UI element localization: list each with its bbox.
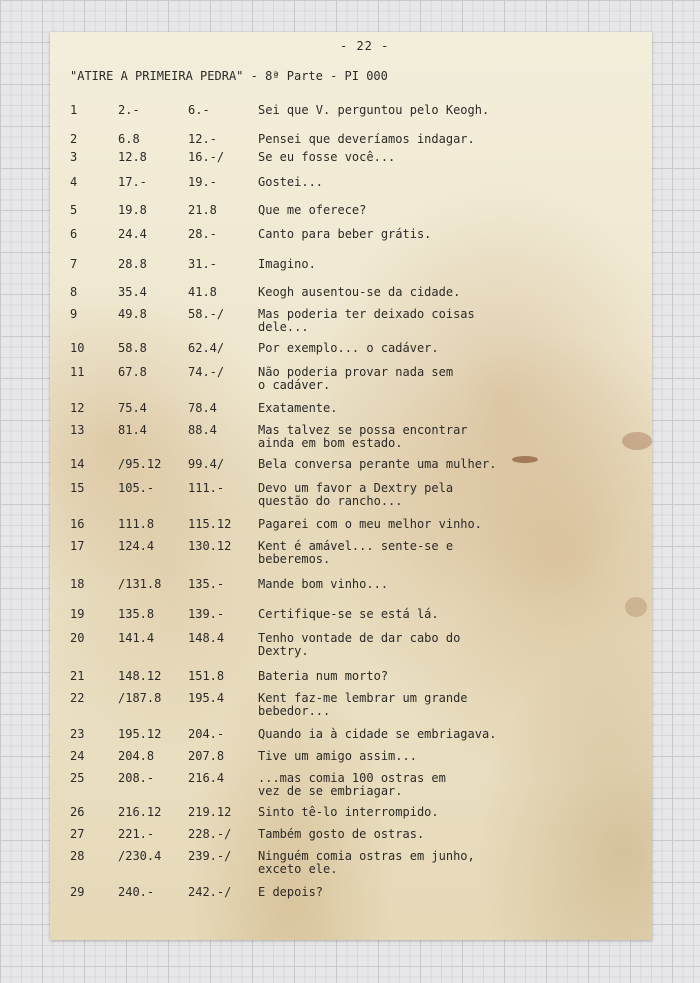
row-number: 5 [70,203,78,217]
time-out: 99.4/ [188,457,225,471]
time-in: 58.8 [118,341,147,355]
subtitle-text: Kent faz-me lembrar um grande bebedor... [258,691,468,718]
subtitle-text: Mas poderia ter deixado coisas dele... [258,307,475,334]
time-out: 78.4 [188,401,217,415]
row-number: 15 [70,481,85,495]
subtitle-text: Mas talvez se possa encontrar ainda em bom estado. [258,423,468,450]
time-out: 74.-/ [188,365,225,379]
time-in: 221.- [118,827,155,841]
subtitle-text: Também gosto de ostras. [258,827,425,841]
row-number: 3 [70,150,78,164]
row-number: 2 [70,132,78,146]
time-out: 58.-/ [188,307,225,321]
time-out: 216.4 [188,771,225,785]
row-number: 6 [70,227,78,241]
subtitle-text: Se eu fosse você... [258,150,396,164]
time-out: 19.- [188,175,217,189]
subtitle-text: Por exemplo... o cadáver. [258,341,439,355]
time-in: 35.4 [118,285,147,299]
row-number: 25 [70,771,85,785]
row-number: 14 [70,457,85,471]
row-number: 20 [70,631,85,645]
subtitle-text: Pagarei com o meu melhor vinho. [258,517,482,531]
row-number: 8 [70,285,78,299]
time-out: 28.- [188,227,217,241]
time-out: 148.4 [188,631,225,645]
document-page [50,32,652,940]
time-out: 219.12 [188,805,232,819]
row-number: 21 [70,669,85,683]
time-in: 195.12 [118,727,162,741]
subtitle-text: Keogh ausentou-se da cidade. [258,285,461,299]
row-number: 23 [70,727,85,741]
time-in: 81.4 [118,423,147,437]
row-number: 9 [70,307,78,321]
row-number: 13 [70,423,85,437]
time-in: 24.4 [118,227,147,241]
subtitle-text: Quando ia à cidade se embriagava. [258,727,497,741]
row-number: 28 [70,849,85,863]
time-in: 75.4 [118,401,147,415]
subtitle-text: Bela conversa perante uma mulher. [258,457,497,471]
time-out: 88.4 [188,423,217,437]
row-number: 19 [70,607,85,621]
time-out: 62.4/ [188,341,225,355]
row-number: 1 [70,103,78,117]
row-number: 16 [70,517,85,531]
time-out: 242.-/ [188,885,232,899]
time-in: 67.8 [118,365,147,379]
row-number: 24 [70,749,85,763]
row-number: 12 [70,401,85,415]
row-number: 11 [70,365,85,379]
time-in: /131.8 [118,577,162,591]
row-number: 26 [70,805,85,819]
subtitle-text: Certifique-se se está lá. [258,607,439,621]
time-out: 130.12 [188,539,232,553]
subtitle-text: Bateria num morto? [258,669,389,683]
time-in: 111.8 [118,517,155,531]
row-number: 10 [70,341,85,355]
time-in: 141.4 [118,631,155,645]
subtitle-text: ...mas comia 100 ostras em vez de se embriagar. [258,771,446,798]
document-title: "ATIRE A PRIMEIRA PEDRA" - 8ª Parte - PI 000 [70,69,388,83]
subtitle-text: Imagino. [258,257,316,271]
subtitle-text: Gostei... [258,175,324,189]
row-number: 4 [70,175,78,189]
rust-stain [625,597,647,617]
row-number: 29 [70,885,85,899]
time-in: 19.8 [118,203,147,217]
subtitle-text: Mande bom vinho... [258,577,389,591]
subtitle-text: Não poderia provar nada sem o cadáver. [258,365,454,392]
time-out: 6.- [188,103,210,117]
row-number: 18 [70,577,85,591]
time-in: 240.- [118,885,155,899]
time-in: 12.8 [118,150,147,164]
time-in: 17.- [118,175,147,189]
time-out: 31.- [188,257,217,271]
time-out: 195.4 [188,691,225,705]
time-out: 204.- [188,727,225,741]
subtitle-text: Exatamente. [258,401,338,415]
subtitle-text: Tive um amigo assim... [258,749,417,763]
time-out: 21.8 [188,203,217,217]
time-out: 239.-/ [188,849,232,863]
time-out: 135.- [188,577,225,591]
page-number: - 22 - [340,39,390,53]
subtitle-text: Que me oferece? [258,203,367,217]
time-out: 207.8 [188,749,225,763]
time-in: 216.12 [118,805,162,819]
subtitle-text: Sinto tê-lo interrompido. [258,805,439,819]
subtitle-text: Kent é amável... sente-se e beberemos. [258,539,454,566]
time-out: 151.8 [188,669,225,683]
time-out: 111.- [188,481,225,495]
time-out: 228.-/ [188,827,232,841]
time-in: 124.4 [118,539,155,553]
row-number: 17 [70,539,85,553]
subtitle-text: Ninguém comia ostras em junho, exceto ele. [258,849,475,876]
row-number: 7 [70,257,78,271]
time-in: 49.8 [118,307,147,321]
subtitle-text: E depois? [258,885,324,899]
time-in: 105.- [118,481,155,495]
time-in: 2.- [118,103,140,117]
time-out: 16.-/ [188,150,225,164]
time-in: 148.12 [118,669,162,683]
time-in: 208.- [118,771,155,785]
time-in: /187.8 [118,691,162,705]
subtitle-text: Canto para beber grátis. [258,227,432,241]
time-in: 135.8 [118,607,155,621]
time-in: /95.12 [118,457,162,471]
time-in: 28.8 [118,257,147,271]
subtitle-text: Sei que V. perguntou pelo Keogh. [258,103,490,117]
row-number: 22 [70,691,85,705]
time-in: 6.8 [118,132,140,146]
time-out: 139.- [188,607,225,621]
subtitle-text: Tenho vontade de dar cabo do Dextry. [258,631,461,658]
time-out: 41.8 [188,285,217,299]
subtitle-text: Pensei que deveríamos indagar. [258,132,475,146]
time-out: 12.- [188,132,217,146]
row-number: 27 [70,827,85,841]
time-in: 204.8 [118,749,155,763]
time-in: /230.4 [118,849,162,863]
subtitle-text: Devo um favor a Dextry pela questão do rancho... [258,481,454,508]
time-out: 115.12 [188,517,232,531]
